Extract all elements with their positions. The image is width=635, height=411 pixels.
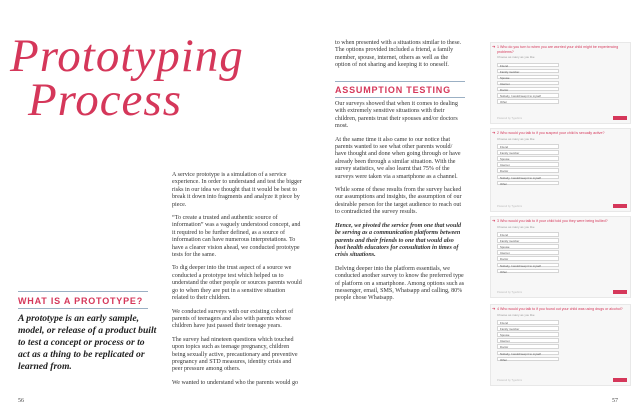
survey-question-number: 4 xyxy=(497,307,499,311)
survey-option: Internet xyxy=(497,81,559,86)
survey-screenshot xyxy=(490,304,631,386)
survey-nav-buttons xyxy=(613,290,627,294)
survey-option: Family member xyxy=(497,326,559,331)
prototype-definition: A prototype is an early sample, model, or release of a product built to test a concept or process or to act as a thing to be replicated or learned from. xyxy=(18,313,157,372)
assumption-paragraph: At the same time it also came to our notice that parents wanted to see what other parents would/ have thought and done when going through or have already been through a similar situation. With the survey statistics, we also learnt that 75% of the surveys were taken via a smartphone as a channel. xyxy=(335,136,461,180)
arrow-right-icon: ➔ xyxy=(492,218,496,223)
survey-option: Friend xyxy=(497,63,559,68)
assumption-column xyxy=(335,101,465,309)
platform-paragraph: Delving deeper into the platform essentials, we conducted another survey to know the preferred type of platform on a smartphone. Among options such as messenger, email, SMS, Whatsapp and calling, 80% people chose Whatsapp. xyxy=(335,265,465,302)
survey-option: Other xyxy=(497,181,559,186)
survey-question-text: Who do you turn to when you are worried your child might be experiencing problems? xyxy=(497,45,619,54)
assumption-rule-top xyxy=(335,81,465,82)
intro-paragraph: “To create a trusted and authentic source of information” was a vaguely understood concept, and it required to be further defined, as a source of information can have numerous interpretations. To have a clearer vision ahead, we conducted prototype tests for the same. xyxy=(172,215,301,259)
title-line-2: Process xyxy=(27,74,182,126)
page-number-right: 57 xyxy=(612,398,618,404)
survey-option: Spouse xyxy=(497,244,559,249)
survey-screenshot xyxy=(490,216,631,298)
survey-option: Nobody, I would keep it to myself xyxy=(497,351,559,356)
survey-option: Nobody, I would keep it to myself xyxy=(497,263,559,268)
survey-option: Doctor xyxy=(497,168,559,173)
survey-option: Internet xyxy=(497,338,559,343)
intro-column xyxy=(172,172,302,393)
survey-option: Spouse xyxy=(497,332,559,337)
survey-nav-buttons xyxy=(613,378,627,382)
intro-paragraph: We conducted surveys with our existing cohort of parents of teenagers and also with parents whose children have just passed their teenage years. xyxy=(172,308,294,330)
survey-option: Other xyxy=(497,269,559,274)
intro-paragraph: To dig deeper into the trust aspect of a source we conducted a prototype test which helped us to understand the other people or sources parents would go to when they are put in a sensitive situation related to their children. xyxy=(172,265,302,302)
arrow-right-icon: ➔ xyxy=(492,306,496,311)
survey-option: Spouse xyxy=(497,156,559,161)
survey-option: Spouse xyxy=(497,75,559,80)
page-title xyxy=(10,30,244,126)
survey-option: Family member xyxy=(497,238,559,243)
survey-subtitle: Choose as many as you like xyxy=(497,312,535,317)
survey-option: Friend xyxy=(497,320,559,325)
survey-question-number: 2 xyxy=(497,131,499,135)
survey-option: Other xyxy=(497,357,559,362)
survey-option: Other xyxy=(497,99,559,104)
survey-question xyxy=(491,129,630,136)
survey-footer: Powered by Typeform xyxy=(497,205,523,208)
page-number-left: 56 xyxy=(18,398,24,404)
survey-subtitle: Choose as many as you like xyxy=(497,224,535,229)
survey-option: Nobody, I would keep it to myself xyxy=(497,93,559,98)
survey-nav-buttons xyxy=(613,116,627,120)
assumption-rule-bottom xyxy=(335,97,465,98)
section-rule-bottom xyxy=(18,308,148,309)
assumption-paragraph: Our surveys showed that when it comes to dealing with extremely sensitive situations with their children, parents trust their spouses and/or doctors most. xyxy=(335,101,458,130)
section-heading-what-is: WHAT IS A PROTOTYPE? xyxy=(18,296,144,306)
survey-option: Doctor xyxy=(497,256,559,261)
survey-option: Family member xyxy=(497,150,559,155)
intro-paragraph: The survey had nineteen questions which touched upon topics such as teenage pregnancy, children being sexually active, precautionary and preventive pregnancy and STD measures, identity crisis and peer pressure among others. xyxy=(172,336,298,373)
assumption-paragraph: While some of these results from the survey backed our assumptions and insights, the assumption of our desirable person for the target audience to reach out to contradicted the survey results. xyxy=(335,187,462,216)
intro-paragraph: We wanted to understand who the parents would go xyxy=(172,379,299,386)
survey-question xyxy=(491,305,630,312)
survey-question-text: Who would you talk to if you found out your child was using drugs or alcohol? xyxy=(500,307,623,311)
survey-option: Nobody, I would keep it to myself xyxy=(497,175,559,180)
survey-option: Friend xyxy=(497,232,559,237)
survey-question-number: 3 xyxy=(497,219,499,223)
survey-question xyxy=(491,43,630,54)
survey-footer: Powered by Typeform xyxy=(497,379,523,382)
survey-subtitle: Choose as many as you like xyxy=(497,136,535,141)
survey-option: Doctor xyxy=(497,87,559,92)
pivot-emphasis: Hence, we pivoted the service from one that would be serving as a communication platforms between parents and their friends to one that would also host health educators for consultation in times of crisis situations. xyxy=(335,222,462,259)
survey-subtitle: Choose as many as you like xyxy=(497,55,535,59)
arrow-right-icon: ➔ xyxy=(492,44,496,49)
survey-question xyxy=(491,217,630,224)
section-rule-top xyxy=(18,291,148,292)
survey-question-text: Who would you talk to if your child told you they were being bullied? xyxy=(500,219,608,223)
survey-nav-buttons xyxy=(613,204,627,208)
arrow-right-icon: ➔ xyxy=(492,130,496,135)
title-line-1: Prototyping xyxy=(10,30,244,82)
survey-question-number: 1 xyxy=(497,45,499,49)
survey-screenshot xyxy=(490,42,631,124)
survey-option: Friend xyxy=(497,144,559,149)
section-heading-assumption: ASSUMPTION TESTING xyxy=(335,85,451,95)
survey-option: Doctor xyxy=(497,344,559,349)
intro-paragraph: A service prototype is a simulation of a service experience. In order to understand and test the bigger risks in our idea we thought that it would be best to break it down into fragments and analyze it piece by piece. xyxy=(172,172,302,208)
survey-question-text: Who would you talk to if you suspect your child is sexually active? xyxy=(500,131,605,135)
survey-option: Internet xyxy=(497,250,559,255)
survey-footer: Powered by Typeform xyxy=(497,291,523,294)
survey-option: Family member xyxy=(497,69,559,74)
continuation-text: to when presented with a situations similar to these. The options provided included a friend, a family member, spouse, internet, others as well as the option of not sharing and keeping it to oneself. xyxy=(335,40,462,69)
survey-footer: Powered by Typeform xyxy=(497,117,523,120)
survey-screenshot xyxy=(490,128,631,212)
survey-option: Internet xyxy=(497,162,559,167)
